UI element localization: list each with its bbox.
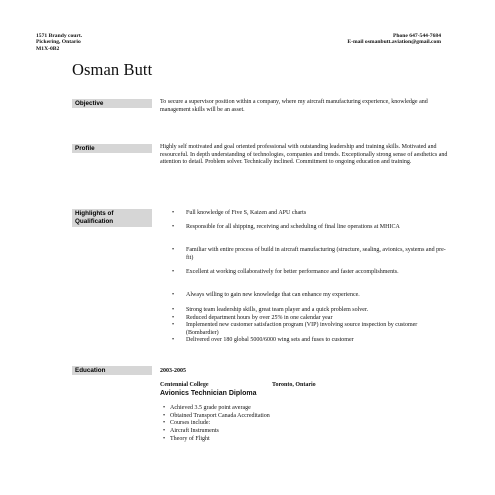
education-heading: Education [72, 366, 152, 375]
bullet-icon: • [172, 224, 175, 230]
list-item: • Achieved 3.5 grade point average [163, 405, 251, 411]
bullet-icon: • [172, 315, 175, 321]
list-item: • Always willing to gain new knowledge that can enhance my experience. [172, 292, 360, 298]
education-years: 2003-2005 [160, 368, 186, 374]
list-item: • Aircraft Instruments [163, 428, 219, 435]
bullet-icon: • [163, 420, 166, 427]
list-item: • Excellent at working collaboratively for better performance and faster accomplishments. [172, 269, 399, 275]
education-school: Centennial College [160, 382, 209, 388]
objective-heading: Objective [72, 99, 152, 108]
address-line-3: M1X-0B2 [36, 45, 60, 52]
list-item: • Obtained Transport Canada Accreditation [163, 412, 270, 419]
phone-number: Phone 647-544-7684 [392, 33, 441, 39]
candidate-name: Osman Butt [72, 60, 153, 79]
objective-text: To secure a supervisor position within a company, where my aircraft manufacturing experience, knowledge and management skills will be an asset. [160, 99, 428, 113]
list-item: • Full knowledge of Five S, Kaizen and APU charts [172, 210, 307, 216]
list-item: • Implemented new customer satisfaction program (VIP) involving source inspection by customer (Bombardier) [172, 322, 418, 336]
list-item: • Familiar with entire process of build in aircraft manufacturing (structure, sealing, avionics, systems and pre-fit) [172, 247, 446, 261]
list-item: • Courses include: [163, 420, 211, 427]
list-item: • Reduced department hours by over 25% in one calendar year [172, 315, 333, 321]
bullet-icon: • [172, 269, 175, 275]
bullet-icon: • [163, 412, 166, 419]
education-location: Toronto, Ontario [272, 382, 316, 388]
list-item: • Responsible for all shipping, receiving and scheduling of final line operations at MHICA [172, 224, 400, 230]
list-item: • Delivered over 180 global 5000/6000 wing sets and fuses to customer [172, 337, 354, 343]
bullet-icon: • [163, 435, 166, 442]
bullet-icon: • [172, 307, 175, 313]
list-item: • Strong team leadership skills, great team player and a quick problem solver. [172, 307, 369, 313]
highlights-heading: Highlights of Qualification [72, 209, 152, 227]
profile-heading: Profile [72, 144, 152, 153]
bullet-icon: • [163, 428, 166, 435]
contact-details [347, 33, 441, 46]
address-line-2: Pickering, Ontario [36, 39, 81, 46]
education-list [160, 405, 410, 444]
email-address: E-mail osmanbutt.aviation@gmail.com [347, 39, 441, 46]
contact-address [36, 33, 82, 52]
bullet-icon: • [172, 210, 175, 216]
bullet-icon: • [172, 247, 175, 253]
list-item: • Theory of Flight [163, 435, 210, 442]
bullet-icon: • [172, 337, 175, 343]
education-diploma: Avionics Technician Diploma [160, 390, 257, 397]
bullet-icon: • [172, 292, 175, 298]
address-line-1: 1571 Brandy court. [36, 33, 83, 39]
bullet-icon: • [163, 405, 166, 411]
profile-text: Highly self motivated and goal oriented professional with outstanding leadership and training skills. Motivated and resourceful. In depth understanding of technologies, companies and trends. Exceptionally strong sense of aesthetics and attention to detail. Problem solver. Technically inclined. Commitment to ongoing education and training. [160, 144, 448, 166]
bullet-icon: • [172, 322, 175, 328]
